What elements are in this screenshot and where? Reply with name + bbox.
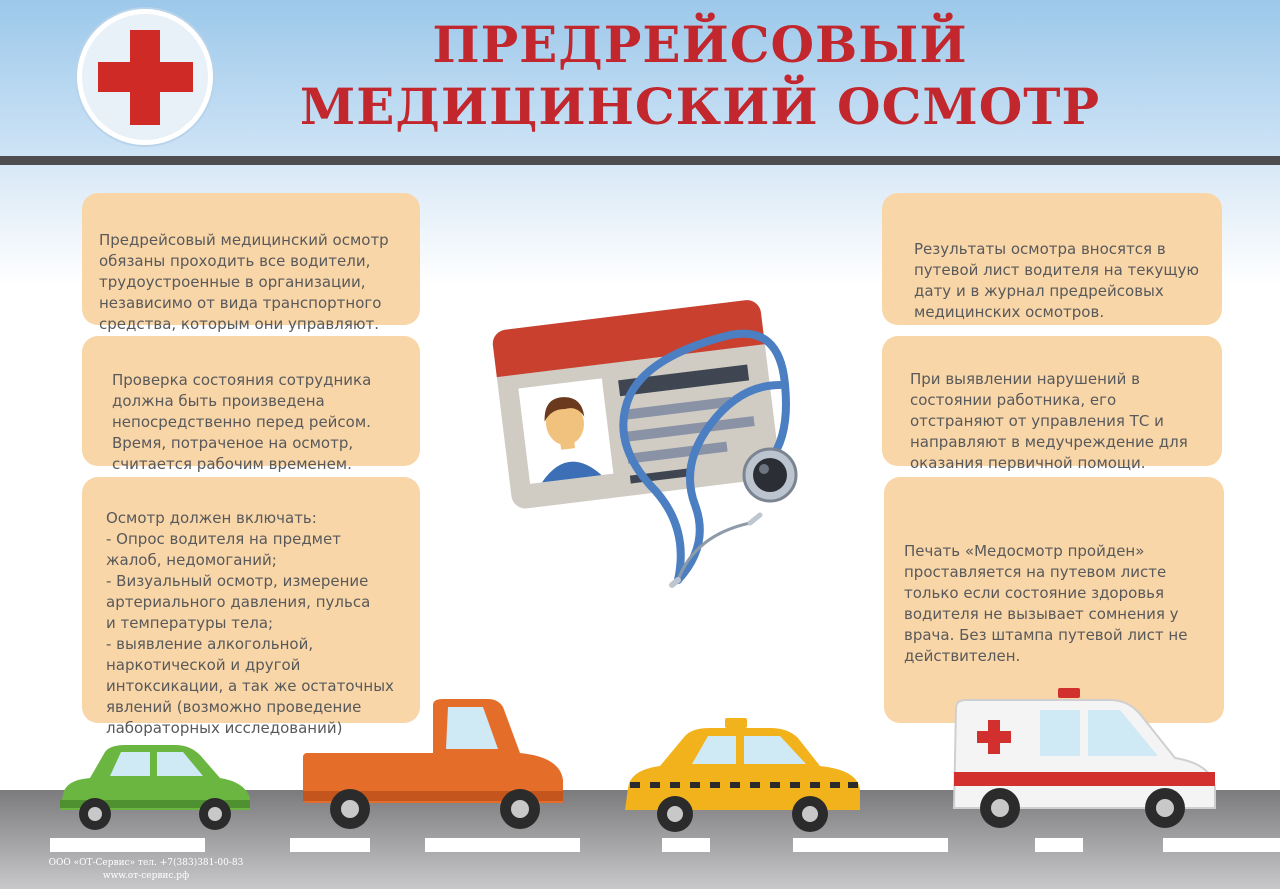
info-card-violations [882,336,1222,472]
info-card-exam-contents [82,477,420,737]
red-cross-icon [77,9,213,145]
info-card-timing [82,336,420,473]
info-card-text: Предрейсовый медицинский осмотр обязаны проходить все водители, трудоустроенные в организации, независимо от вида транспортного средства, которым они управляют. [99,231,389,333]
lane-marking [662,838,710,852]
lane-marking [425,838,580,852]
yellow-taxi-icon [620,718,865,838]
lane-marking [1035,838,1083,852]
info-card-text: Результаты осмотра вносятся в путевой лист водителя на текущую дату и в журнал предрейсовых медицинских осмотров. [914,240,1200,321]
header-divider [0,156,1280,165]
ambulance-icon [950,688,1218,833]
info-card-text: При выявлении нарушений в состоянии работника, его отстраняют от управления ТС и направляют в медучреждение для оказания первичной помощи. [910,370,1188,472]
info-card-text: Проверка состояния сотрудника должна быть произведена непосредственно перед рейсом. Время, потраченое на осмотр, считается рабочим временем. [112,371,372,473]
lane-marking [50,838,205,852]
title-line-1: ПРЕДРЕЙСОВЫЙ [432,15,968,74]
footer-website: www.от-сервис.рф [102,871,190,881]
lane-marking [1163,838,1280,852]
green-car-icon [55,740,255,835]
lane-marking [290,838,370,852]
title-line-2: МЕДИЦИНСКИЙ ОСМОТР [299,77,1101,136]
info-card-results [882,193,1222,325]
footer-contacts [26,857,266,883]
info-card-stamp [884,477,1224,723]
info-card-text: Осмотр должен включать: - Опрос водителя на предмет жалоб, недомоганий; - Визуальный осмотр, измерение артериального давления, пульса и температуры тела; - выявление алкогольной, наркотической и другой интоксикации, а так же остаточных явлений (возможно проведение лабораторных исследований) [106,509,394,737]
footer-company-phone: ООО «ОТ-Сервис» тел. +7(383)381-00-83 [48,858,244,868]
id-card-stethoscope-icon [480,275,810,595]
info-card-drivers [82,193,420,333]
orange-pickup-icon [298,695,568,835]
page-title [220,14,1180,138]
info-card-text: Печать «Медосмотр пройден» проставляется на путевом листе только если состояние здоровья водителя не вызывает сомнения у врача. Без штампа путевой лист не действителен. [904,542,1188,665]
lane-marking [793,838,948,852]
